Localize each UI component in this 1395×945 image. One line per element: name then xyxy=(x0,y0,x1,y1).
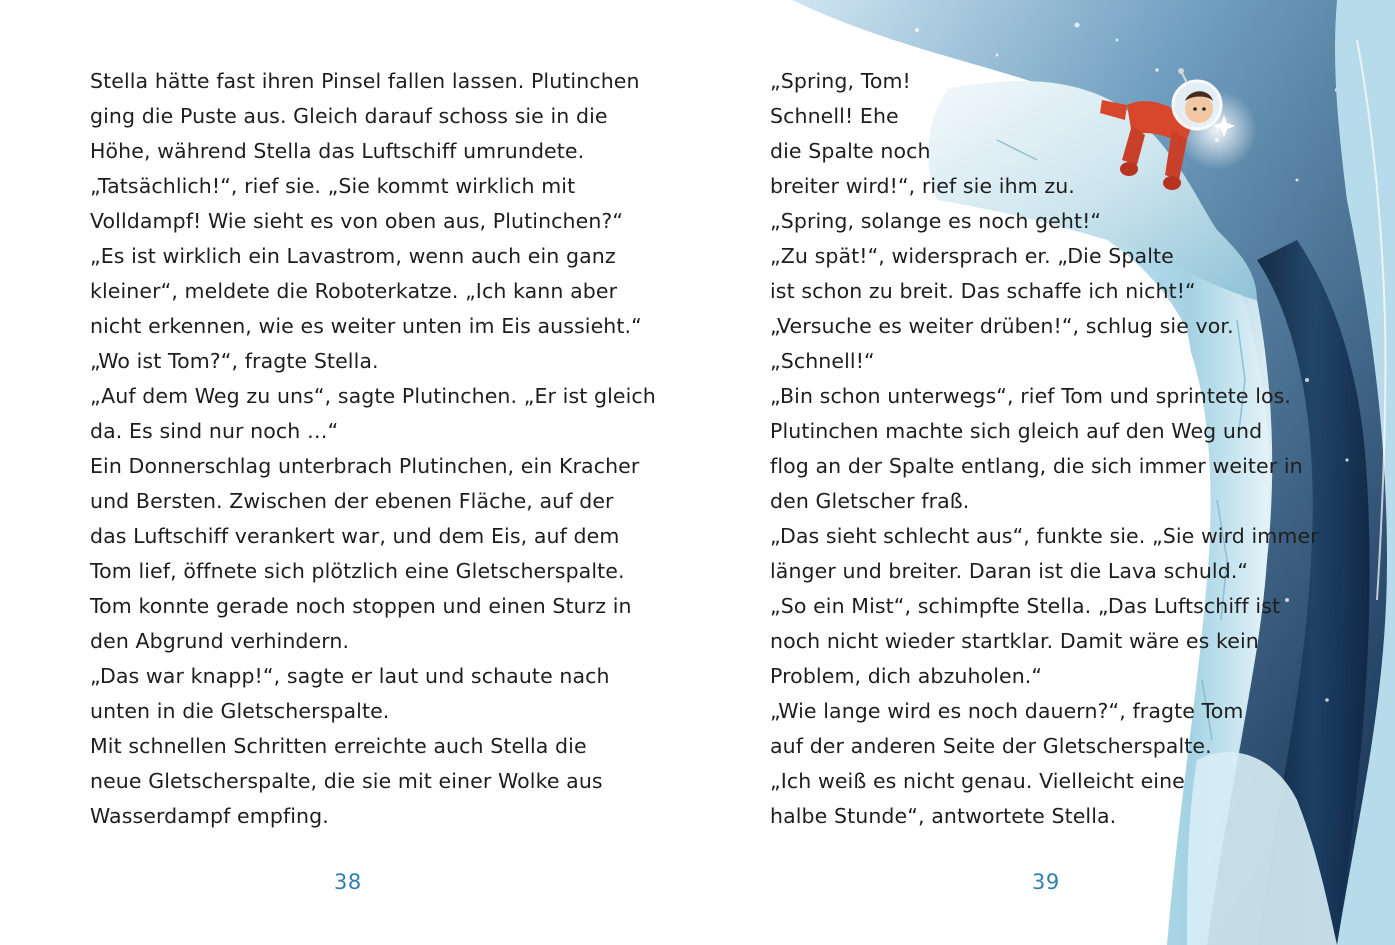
text-line: neue Gletscherspalte, die sie mit einer Wolke aus xyxy=(90,769,603,793)
text-line: „Zu spät!“, widersprach er. „Die Spalte xyxy=(770,244,1174,268)
text-line: „Tatsächlich!“, rief sie. „Sie kommt wirklich mit xyxy=(90,174,576,198)
text-line: Schnell! Ehe xyxy=(770,104,899,128)
text-line: den Abgrund verhindern. xyxy=(90,629,350,653)
text-line: Mit schnellen Schritten erreichte auch Stella die xyxy=(90,734,587,758)
right-page-text xyxy=(770,64,1319,834)
text-line: „Spring, Tom! xyxy=(770,69,911,93)
text-line: und Bersten. Zwischen der ebenen Fläche, auf der xyxy=(90,489,614,513)
text-line: „Ich weiß es nicht genau. Vielleicht eine xyxy=(770,769,1185,793)
page-number-right: 39 xyxy=(1032,870,1060,894)
text-line: nicht erkennen, wie es weiter unten im Eis aussieht.“ xyxy=(90,314,642,338)
text-line: „Schnell!“ xyxy=(770,349,875,373)
text-line: da. Es sind nur noch …“ xyxy=(90,419,339,443)
text-line: Stella hätte fast ihren Pinsel fallen lassen. Plutinchen xyxy=(90,69,640,93)
text-line: Ein Donnerschlag unterbrach Plutinchen, ein Kracher xyxy=(90,454,640,478)
text-line: Volldampf! Wie sieht es von oben aus, Plutinchen?“ xyxy=(90,209,624,233)
left-page-text xyxy=(90,64,656,834)
text-line: kleiner“, meldete die Roboterkatze. „Ich kann aber xyxy=(90,279,618,303)
right-page xyxy=(697,0,1395,945)
text-line: das Luftschiff verankert war, und dem Eis, auf dem xyxy=(90,524,620,548)
text-line: ist schon zu breit. Das schaffe ich nicht!“ xyxy=(770,279,1196,303)
text-line: Plutinchen machte sich gleich auf den Weg und xyxy=(770,419,1263,443)
text-line: länger und breiter. Daran ist die Lava schuld.“ xyxy=(770,559,1249,583)
text-line: „Das sieht schlecht aus“, funkte sie. „Sie wird immer xyxy=(770,524,1319,548)
left-page xyxy=(0,0,697,945)
text-line: „So ein Mist“, schimpfte Stella. „Das Luftschiff ist xyxy=(770,594,1281,618)
text-line: „Wo ist Tom?“, fragte Stella. xyxy=(90,349,379,373)
text-line: Problem, dich abzuholen.“ xyxy=(770,664,1043,688)
text-line: „Auf dem Weg zu uns“, sagte Plutinchen. „Er ist gleich xyxy=(90,384,656,408)
text-line: „Es ist wirklich ein Lavastrom, wenn auch ein ganz xyxy=(90,244,616,268)
text-line: den Gletscher fraß. xyxy=(770,489,970,513)
text-line: Tom lief, öffnete sich plötzlich eine Gletscherspalte. xyxy=(90,559,625,583)
text-line: flog an der Spalte entlang, die sich immer weiter in xyxy=(770,454,1303,478)
text-line: „Das war knapp!“, sagte er laut und schaute nach xyxy=(90,664,610,688)
text-line: „Bin schon unterwegs“, rief Tom und sprintete los. xyxy=(770,384,1292,408)
text-line: Wasserdampf empfing. xyxy=(90,804,329,828)
text-line: Höhe, während Stella das Luftschiff umrundete. xyxy=(90,139,585,163)
text-line: „Spring, solange es noch geht!“ xyxy=(770,209,1102,233)
text-line: breiter wird!“, rief sie ihm zu. xyxy=(770,174,1075,198)
text-line: ging die Puste aus. Gleich darauf schoss sie in die xyxy=(90,104,608,128)
text-line: halbe Stunde“, antwortete Stella. xyxy=(770,804,1117,828)
text-line: die Spalte noch xyxy=(770,139,931,163)
text-line: Tom konnte gerade noch stoppen und einen Sturz in xyxy=(90,594,632,618)
text-line: „Versuche es weiter drüben!“, schlug sie vor. xyxy=(770,314,1234,338)
text-line: unten in die Gletscherspalte. xyxy=(90,699,390,723)
text-line: noch nicht wieder startklar. Damit wäre es kein xyxy=(770,629,1259,653)
text-line: auf der anderen Seite der Gletscherspalte. xyxy=(770,734,1212,758)
page-number-left: 38 xyxy=(334,870,362,894)
text-line: „Wie lange wird es noch dauern?“, fragte Tom xyxy=(770,699,1244,723)
